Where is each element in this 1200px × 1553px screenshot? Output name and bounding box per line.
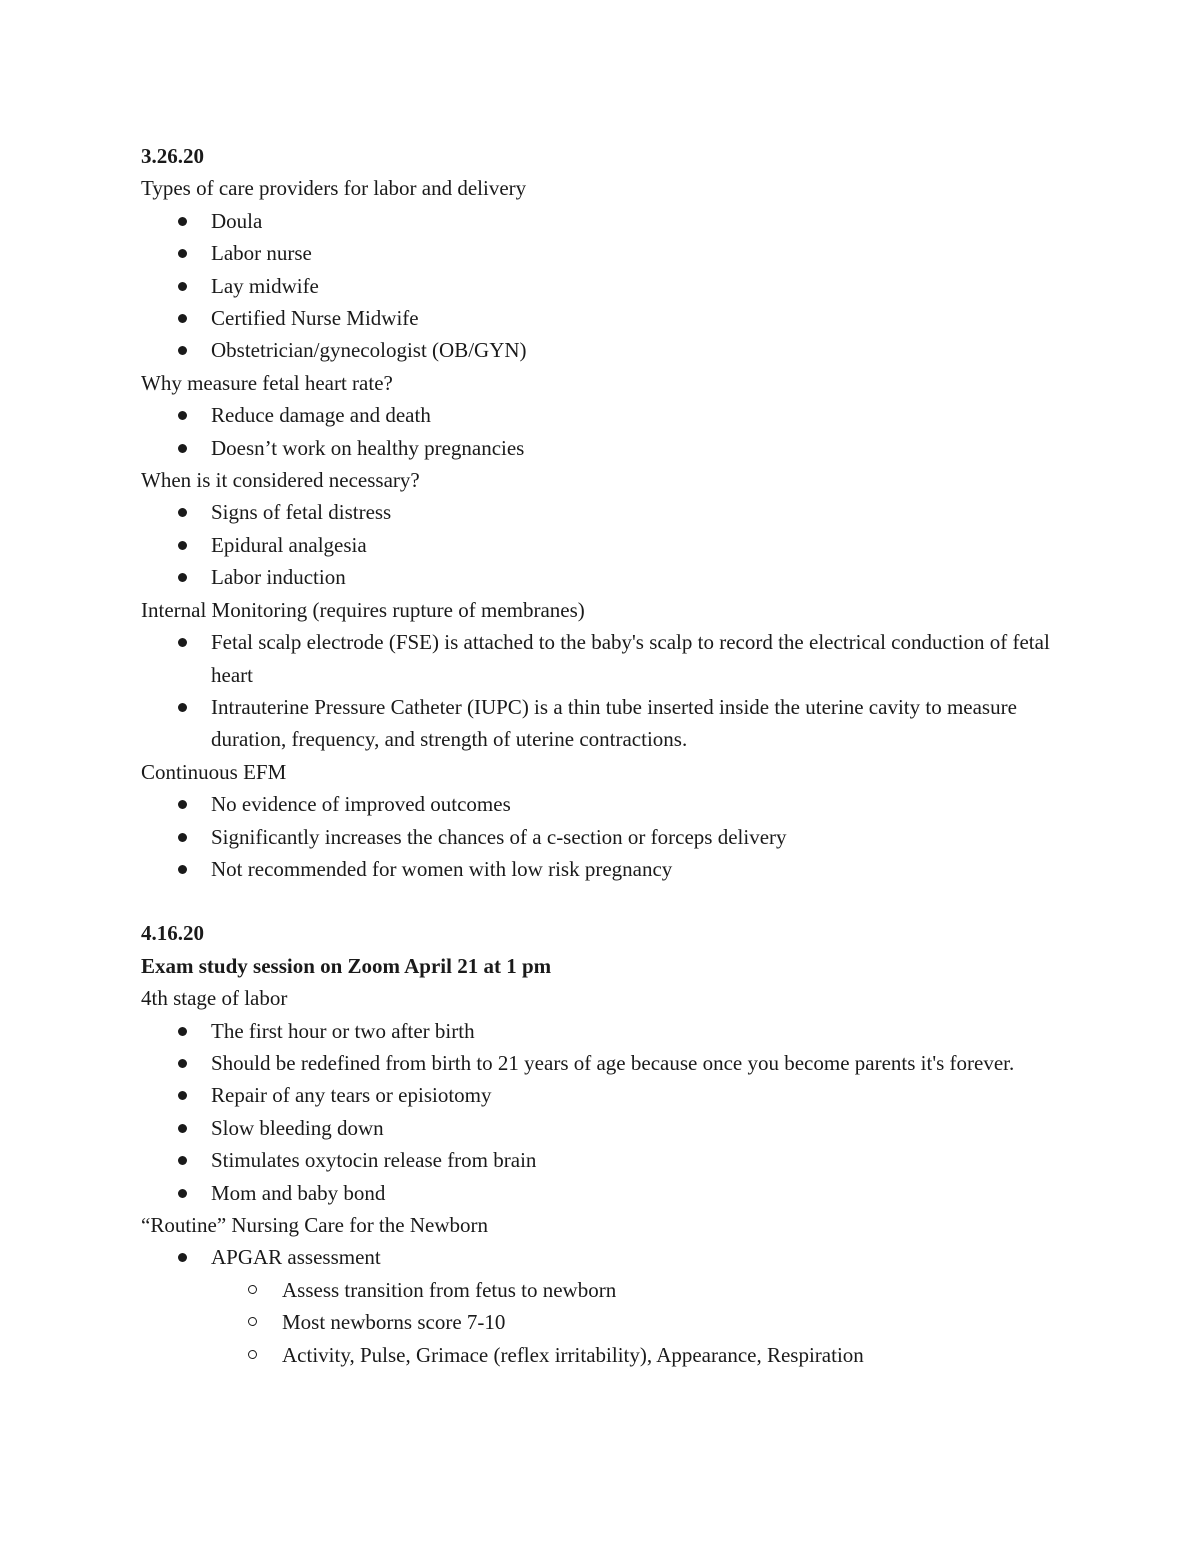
bullet-list: [141, 626, 1061, 756]
bullet-list: [141, 1015, 1061, 1209]
filled-bullet-icon: [178, 444, 187, 453]
filled-bullet-icon: [178, 314, 187, 323]
topic-heading: “Routine” Nursing Care for the Newborn: [141, 1213, 488, 1237]
topic-heading: Types of care providers for labor and delivery: [141, 176, 527, 201]
list-item: Epidural analgesia: [141, 529, 1061, 561]
filled-bullet-icon: [178, 1124, 187, 1133]
list-item: Fetal scalp electrode (FSE) is attached to the baby's scalp to record the electrical conduction of fetal heart: [141, 626, 1061, 691]
topic-heading: Why measure fetal heart rate?: [141, 370, 393, 395]
filled-bullet-icon: [178, 217, 187, 226]
filled-bullet-icon: [178, 411, 187, 420]
bullet-list: [141, 496, 1061, 593]
filled-bullet-icon: [178, 282, 187, 291]
list-item: Slow bleeding down: [141, 1112, 1061, 1144]
filled-bullet-icon: [178, 508, 187, 517]
list-item: Intrauterine Pressure Catheter (IUPC) is a thin tube inserted inside the uterine cavity to measure duration, frequency, and strength of uterine contractions.: [141, 691, 1061, 756]
filled-bullet-icon: [178, 573, 187, 582]
section-spacer: [141, 885, 1061, 917]
topic-heading: Continuous EFM: [141, 759, 287, 784]
topic-heading: 4th stage of labor: [141, 986, 288, 1011]
filled-bullet-icon: [178, 833, 187, 842]
bullet-list: [141, 399, 1061, 464]
topic-heading: Internal Monitoring (requires rupture of membranes): [141, 597, 585, 622]
topic-heading: When is it considered necessary?: [141, 468, 420, 493]
list-item: Reduce damage and death: [141, 399, 1061, 431]
filled-bullet-icon: [178, 346, 187, 355]
section-date: 3.26.20: [141, 144, 204, 168]
filled-bullet-icon: [178, 541, 187, 550]
document-page: [141, 140, 1061, 1371]
list-item: Labor nurse: [141, 237, 1061, 269]
list-item: Doesn’t work on healthy pregnancies: [141, 432, 1061, 464]
bullet-list: [141, 205, 1061, 367]
sub-list-item: Most newborns score 7-10: [141, 1306, 1061, 1338]
list-item: Lay midwife: [141, 270, 1061, 302]
section-date: 4.16.20: [141, 921, 204, 946]
list-item: Should be redefined from birth to 21 years of age because once you become parents it's forever.: [141, 1047, 1061, 1079]
sub-list-item: Activity, Pulse, Grimace (reflex irritability), Appearance, Respiration: [141, 1339, 1061, 1371]
sub-list-item: Assess transition from fetus to newborn: [141, 1274, 1061, 1306]
filled-bullet-icon: [178, 1189, 187, 1198]
list-item: APGAR assessment: [141, 1241, 1061, 1273]
filled-bullet-icon: [178, 1059, 187, 1068]
filled-bullet-icon: [178, 1156, 187, 1165]
filled-bullet-icon: [178, 638, 187, 647]
filled-bullet-icon: [178, 800, 187, 809]
list-item: Labor induction: [141, 561, 1061, 593]
filled-bullet-icon: [178, 1027, 187, 1036]
list-item: Not recommended for women with low risk pregnancy: [141, 853, 1061, 885]
list-item: Certified Nurse Midwife: [141, 302, 1061, 334]
list-item: Signs of fetal distress: [141, 496, 1061, 528]
filled-bullet-icon: [178, 1253, 187, 1262]
hollow-bullet-icon: [248, 1350, 257, 1359]
list-item: Doula: [141, 205, 1061, 237]
list-item: Mom and baby bond: [141, 1177, 1061, 1209]
list-item: Significantly increases the chances of a c-section or forceps delivery: [141, 821, 1061, 853]
bullet-list: [141, 1241, 1061, 1371]
announcement: Exam study session on Zoom April 21 at 1 pm: [141, 953, 552, 978]
list-item: Repair of any tears or episiotomy: [141, 1079, 1061, 1111]
list-item: The first hour or two after birth: [141, 1015, 1061, 1047]
bullet-list: [141, 788, 1061, 885]
hollow-bullet-icon: [248, 1317, 257, 1326]
filled-bullet-icon: [178, 1091, 187, 1100]
list-item: Stimulates oxytocin release from brain: [141, 1144, 1061, 1176]
filled-bullet-icon: [178, 249, 187, 258]
list-item: No evidence of improved outcomes: [141, 788, 1061, 820]
hollow-bullet-icon: [248, 1285, 257, 1294]
filled-bullet-icon: [178, 703, 187, 712]
list-item: Obstetrician/gynecologist (OB/GYN): [141, 334, 1061, 366]
filled-bullet-icon: [178, 865, 187, 874]
